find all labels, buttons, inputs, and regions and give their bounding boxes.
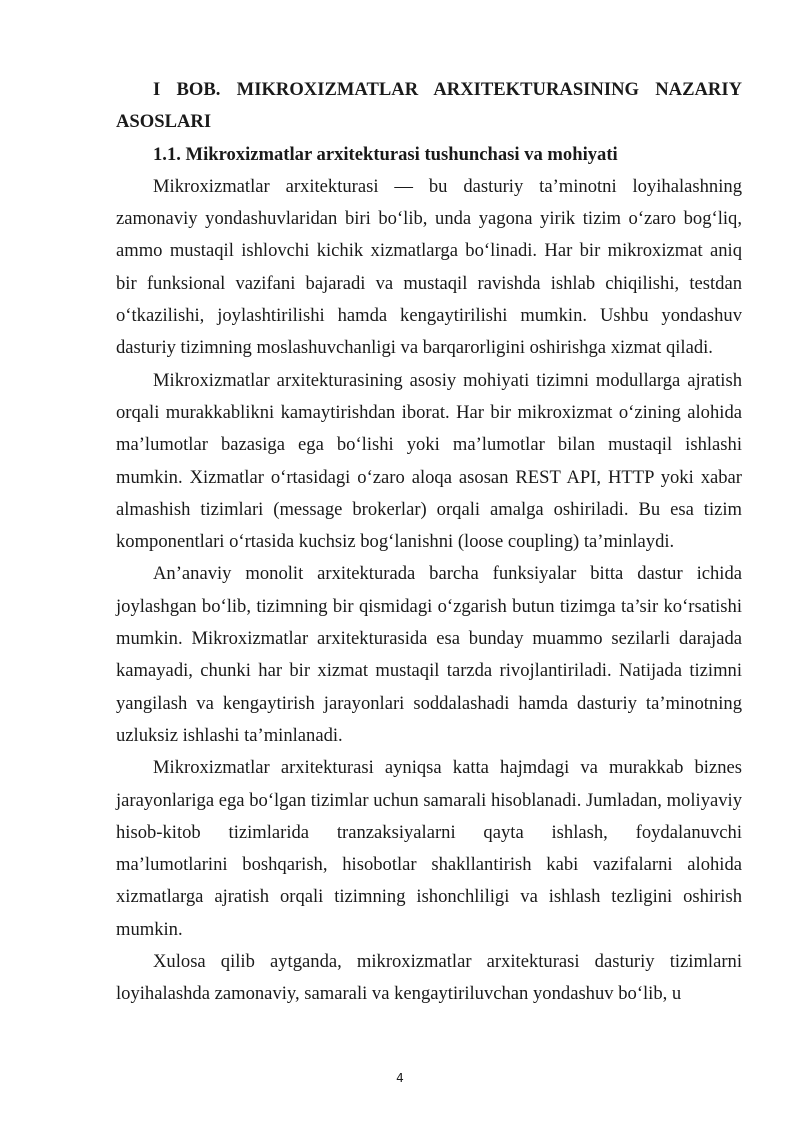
paragraph: Mikroxizmatlar arxitekturasi ayniqsa katta hajmdagi va murakkab biznes jarayonlariga ega bo‘lgan tizimlar uchun samarali hisoblanadi. Jumladan, moliyaviy hisob-kitob tizimlarida tranzaksiyalarni qayta ishlash, foydalanuvchi ma’lumotlarini boshqarish, hisobotlar shakllantirish kabi vazifalarni alohida xizmatlarga ajratish orqali tizimning ishonchliligi va ishlash tezligini oshirish mumkin. [116, 757, 742, 940]
paragraph: Xulosa qilib aytganda, mikroxizmatlar arxitekturasi dasturiy tizimlarni loyihalashda zamonaviy, samarali va kengaytiriluvchan yondashuv bo‘lib, u [116, 951, 742, 1005]
paragraph: Mikroxizmatlar arxitekturasining asosiy mohiyati tizimni modullarga ajratish orqali murakkablikni kamaytirishdan iborat. Har bir mikroxizmat o‘zining alohida ma’lumotlar bazasiga ega bo‘lishi yoki ma’lumotlar bilan mustaqil ishlashi mumkin. Xizmatlar o‘rtasidagi o‘zaro aloqa asosan REST API, HTTP yoki xabar almashish tizimlari (message brokerlar) orqali amalga oshiriladi. Bu esa tizim komponentlari o‘rtasida kuchsiz bog‘lanishni (loose coupling) ta’minlaydi. [116, 369, 742, 553]
page-content [116, 74, 742, 1011]
chapter-title: I BOB. MIKROXIZMATLAR ARXITEKTURASINING NAZARIY ASOSLARI [116, 79, 742, 133]
paragraph: Mikroxizmatlar arxitekturasi — bu dasturiy ta’minotni loyihalashning zamonaviy yondashuvlaridan biri bo‘lib, unda yagona yirik tizim o‘zaro bog‘liq, ammo mustaqil ishlovchi kichik xizmatlarga bo‘linadi. Har bir mikroxizmat aniq bir funksional vazifani bajaradi va mustaqil ravishda ishlab chiqilishi, testdan o‘tkazilishi, joylashtirilishi hamda kengaytirilishi mumkin. Ushbu yondashuv dasturiy tizimning moslashuvchanligi va barqarorligini oshirishga xizmat qiladi. [116, 175, 742, 359]
section-title: 1.1. Mikroxizmatlar arxitekturasi tushunchasi va mohiyati [153, 143, 618, 165]
page-number: 4 [396, 1071, 404, 1085]
paragraph: An’anaviy monolit arxitekturada barcha funksiyalar bitta dastur ichida joylashgan bo‘lib, tizimning bir qismidagi o‘zgarish butun tizimga ta’sir ko‘rsatishi mumkin. Mikroxizmatlar arxitekturasida esa bunday muammo sezilarli darajada kamayadi, chunki har bir xizmat mustaqil tarzda rivojlantiriladi. Natijada tizimni yangilash va kengaytirish jarayonlari soddalashadi hamda dasturiy ta’minotning uzluksiz ishlashi ta’minlanadi. [116, 563, 742, 746]
